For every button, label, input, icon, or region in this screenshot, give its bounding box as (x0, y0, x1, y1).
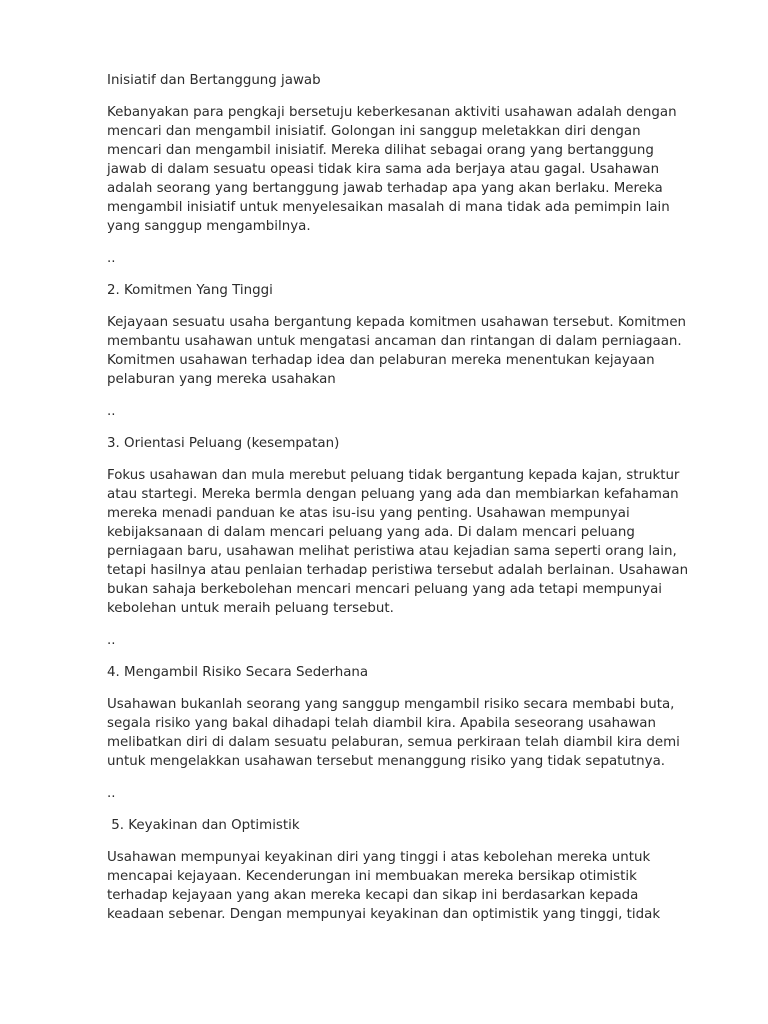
paragraph: Kebanyakan para pengkaji bersetuju keberkesanan aktiviti usahawan adalah dengan mencari dan mengambil inisiatif. Golongan ini sanggup meletakkan diri dengan mencari dan mengambil inisiatif. Mereka dilihat sebagai orang yang bertanggung jawab di dalam sesuatu opeasi tidak kira sama ada berjaya atau gagal. Usahawan adalah seorang yang bertanggung jawab terhadap apa yang akan berlaku. Mereka mengambil inisiatif untuk menyelesaikan masalah di mana tidak ada pemimpin lain yang sanggup mengambilnya. (107, 105, 677, 234)
paragraph: Fokus usahawan dan mula merebut peluang tidak bergantung kepada kajan, struktur atau startegi. Mereka bermla dengan peluang yang ada dan membiarkan kefahaman mereka menadi panduan ke atas isu-isu yang penting. Usahawan mempunyai kebijaksanaan di dalam mencari peluang yang ada. Di dalam mencari peluang perniagaan baru, usahawan melihat peristiwa atau kejadian sama seperti orang lain, tetapi hasilnya atau penlaian terhadap peristiwa tersebut adalah berlainan. Usahawan bukan sahaja berkebolehan mencari mencari peluang yang ada tetapi mempunyai kebolehan untuk meraih peluang tersebut. (107, 468, 689, 616)
section-heading: 2. Komitmen Yang Tinggi (107, 283, 273, 298)
paragraph: Kejayaan sesuatu usaha bergantung kepada komitmen usahawan tersebut. Komitmen membantu usahawan untuk mengatasi ancaman dan rintangan di dalam perniagaan. Komitmen usahawan terhadap idea dan pelaburan mereka menentukan kejayaan pelaburan yang mereka usahakan (107, 315, 687, 387)
section-heading: Inisiatif dan Bertanggung jawab (107, 73, 321, 88)
section-heading: 5. Keyakinan dan Optimistik (107, 818, 300, 833)
separator: .. (107, 786, 116, 801)
paragraph: Usahawan mempunyai keyakinan diri yang tinggi i atas kebolehan mereka untuk mencapai kejayaan. Kecenderungan ini membuakan mereka bersikap otimistik terhadap kejayaan yang akan mereka kecapi dan sikap ini berdasarkan kepada keadaan sebenar. Dengan mempunyai keyakinan dan optimistik yang tinggi, tidak (107, 850, 661, 922)
separator: .. (107, 404, 116, 419)
separator: .. (107, 251, 116, 266)
section-heading: 4. Mengambil Risiko Secara Sederhana (107, 665, 369, 680)
separator: .. (107, 633, 116, 648)
document-page (107, 71, 717, 924)
paragraph: Usahawan bukanlah seorang yang sanggup mengambil risiko secara membabi buta, segala risiko yang bakal dihadapi telah diambil kira. Apabila seseorang usahawan melibatkan diri di dalam sesuatu pelaburan, semua perkiraan telah diambil kira demi untuk mengelakkan usahawan tersebut menanggung risiko yang tidak sepatutnya. (107, 697, 680, 769)
section-heading: 3. Orientasi Peluang (kesempatan) (107, 436, 340, 451)
